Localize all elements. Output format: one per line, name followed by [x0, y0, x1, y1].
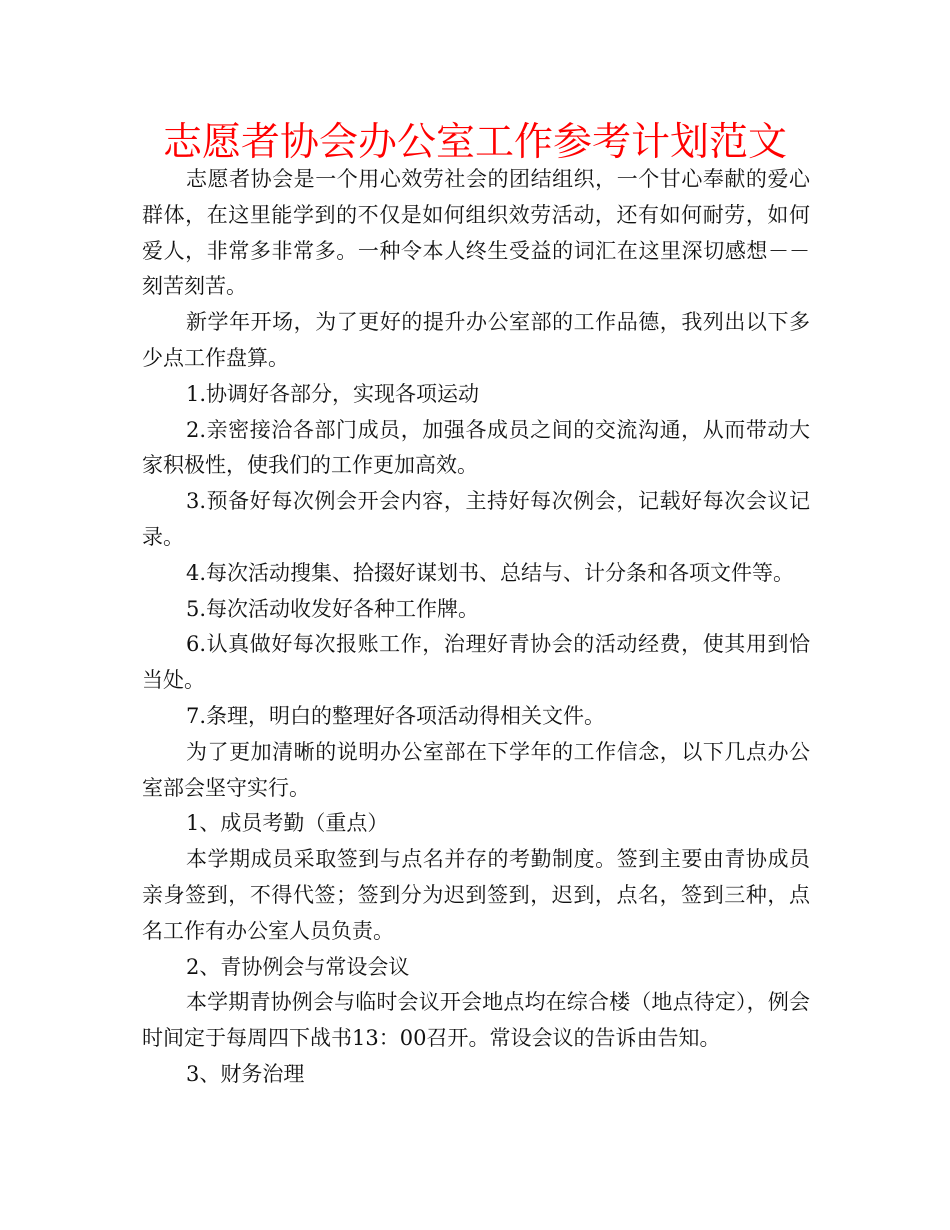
- list-item-5: 5.每次活动收发好各种工作牌。: [186, 596, 480, 621]
- paragraph-plan-intro: 新学年开场，为了更好的提升办公室部的工作品德，我列出以下多少点工作盘算。: [142, 310, 810, 370]
- section-heading-finance: 3、财务治理: [186, 1061, 305, 1086]
- document-title: 志愿者协会办公室工作参考计划范文: [162, 120, 787, 165]
- section-heading-attendance: 1、成员考勤（重点）: [186, 811, 389, 836]
- list-item-3: 3.预备好每次例会开会内容，主持好每次例会，记载好每次会议记录。: [142, 489, 810, 549]
- document-body: [142, 162, 810, 1093]
- paragraph-attendance: 本学期成员采取签到与点名并存的考勤制度。签到主要由青协成员亲身签到，不得代签；签到分为迟到签到，迟到，点名，签到三种，点名工作有办公室人员负责。: [142, 847, 810, 943]
- list-item-1: 1.协调好各部分，实现各项运动: [186, 381, 480, 406]
- list-item-6: 6.认真做好每次报账工作，治理好青协会的活动经费，使其用到恰当处。: [142, 632, 810, 693]
- list-item-4: 4.每次活动搜集、拾掇好谋划书、总结与、计分条和各项文件等。: [186, 560, 795, 585]
- list-item-2: 2.亲密接洽各部门成员，加强各成员之间的交流沟通，从而带动大家积极性，使我们的工作更加高效。: [142, 417, 810, 478]
- paragraph-commitment: 为了更加清晰的说明办公室部在下学年的工作信念，以下几点办公室部会坚守实行。: [142, 739, 810, 800]
- paragraph-meetings: 本学期青协例会与临时会议开会地点均在综合楼（地点待定），例会时间定于每周四下战书13：00召开。常设会议的告诉由告知。: [142, 990, 810, 1051]
- paragraph-intro: 志愿者协会是一个用心效劳社会的团结组织，一个甘心奉献的爱心群体，在这里能学到的不仅是如何组织效劳活动，还有如何耐劳，如何爱人，非常多非常多。一种令本人终生受益的词汇在这里深切感想－－刻苦刻苦。: [142, 167, 810, 299]
- list-item-7: 7.条理，明白的整理好各项活动得相关文件。: [186, 703, 606, 728]
- section-heading-meetings: 2、青协例会与常设会议: [186, 954, 410, 979]
